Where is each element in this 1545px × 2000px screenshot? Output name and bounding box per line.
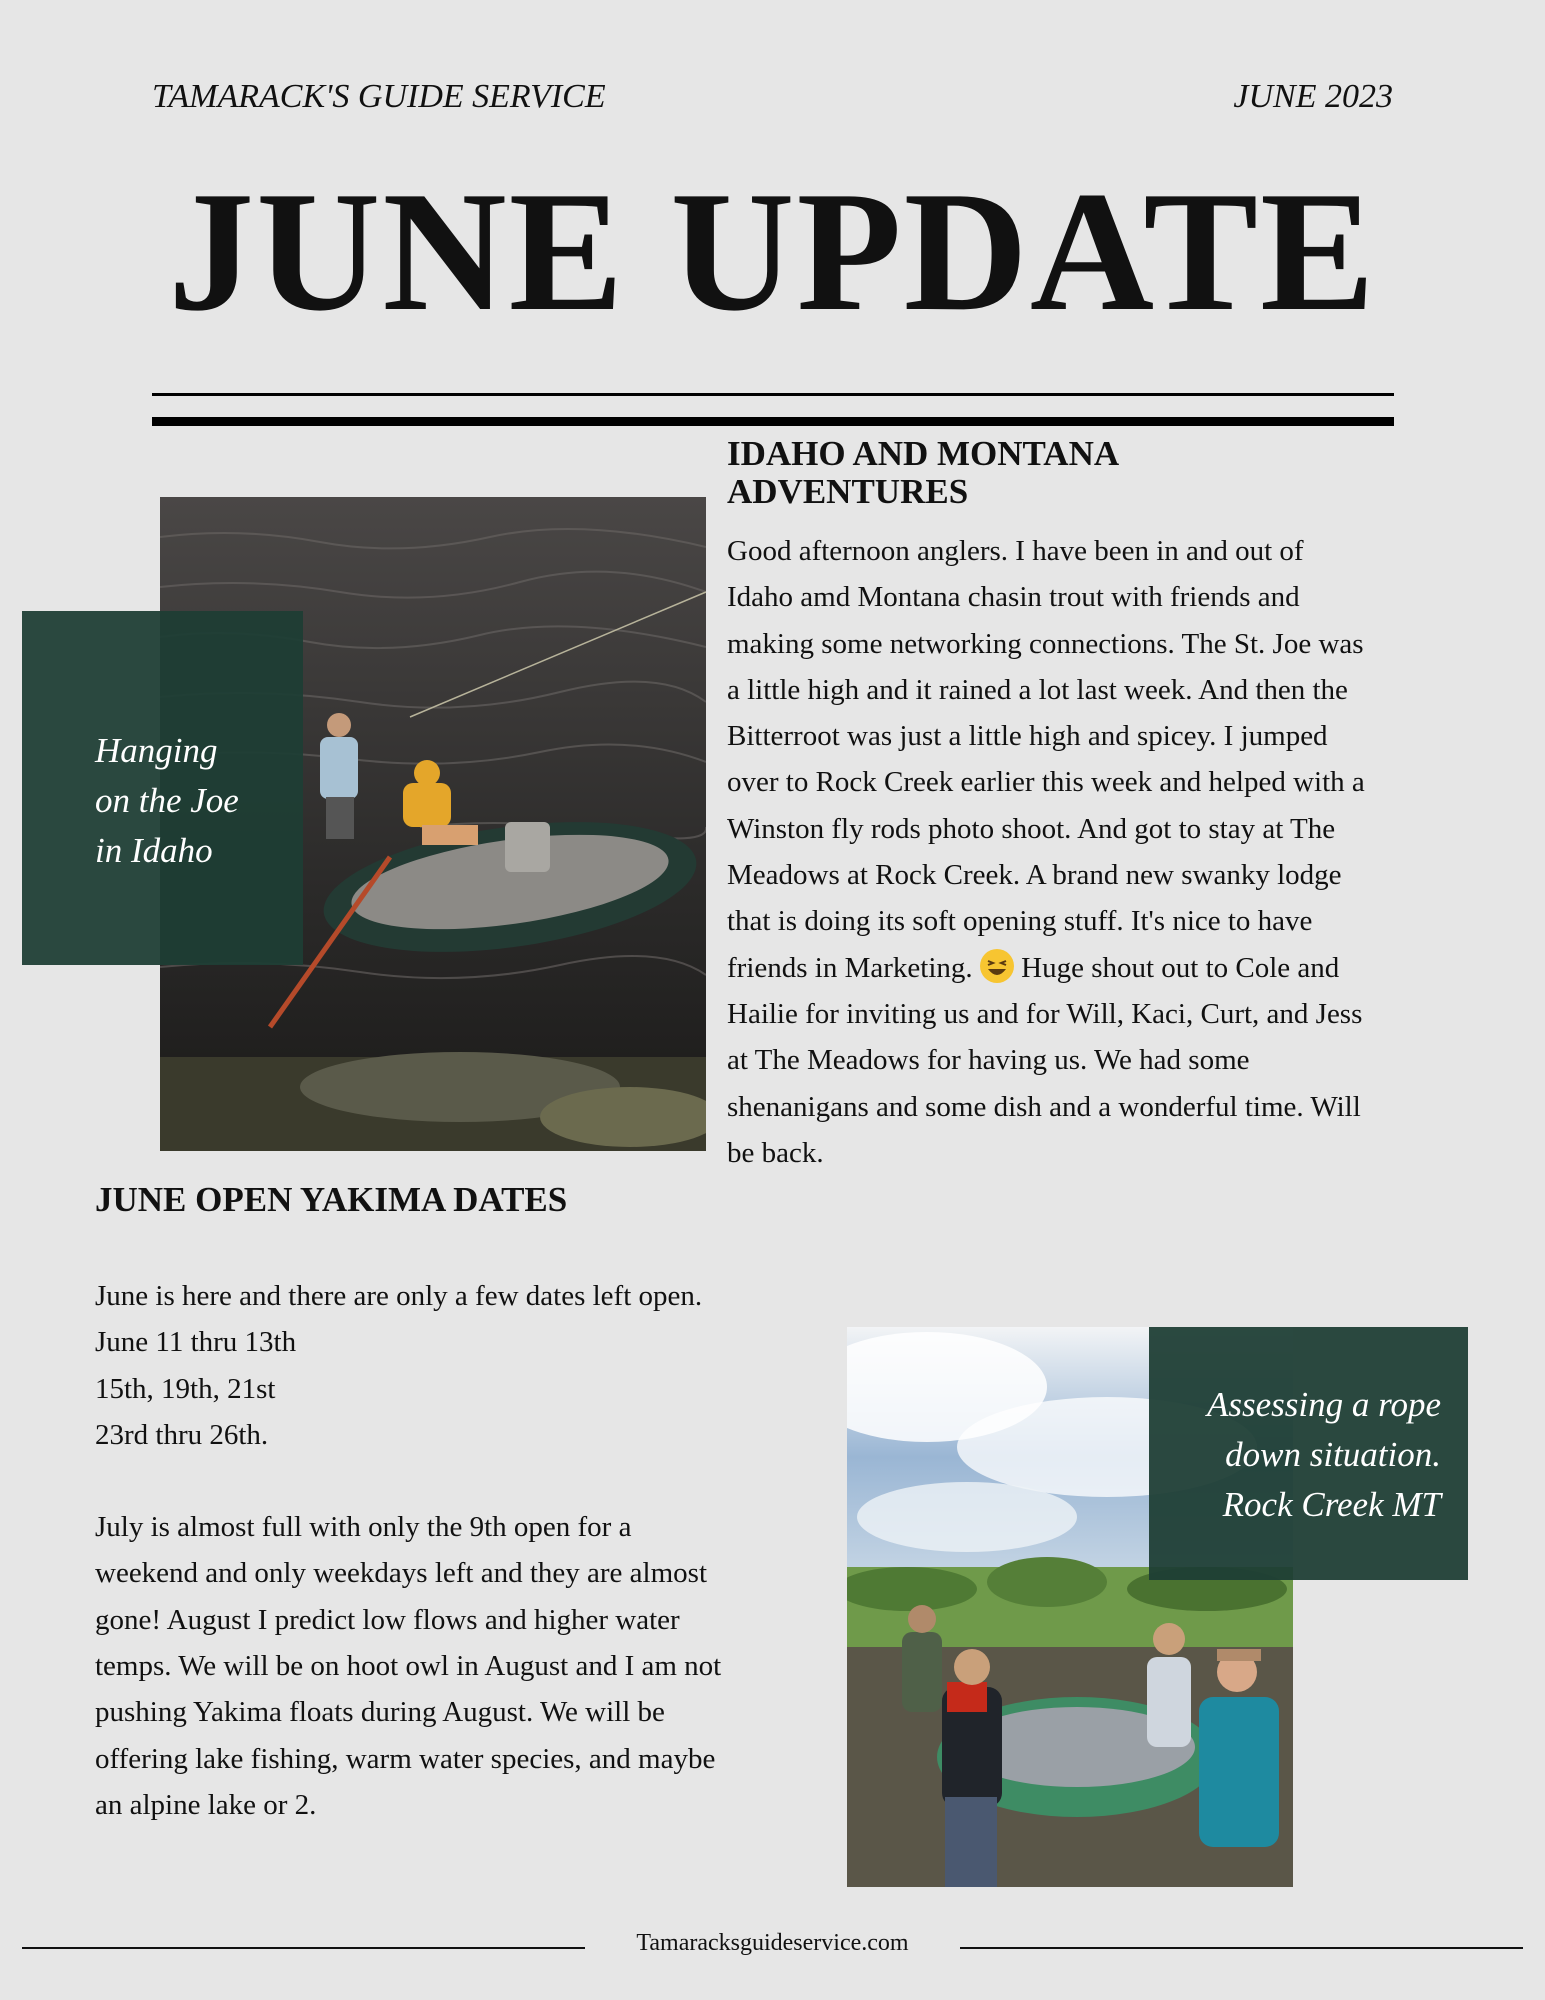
footer-rule-right	[960, 1947, 1523, 1949]
idaho-article-text-part1: Good afternoon anglers. I have been in and out of Idaho amd Montana chasin trout with friends and making some networking connections. The St. Joe was a little high and it rained a lot last week. And then the Bitterroot was just a little high and spicey. I jumped over to Rock Creek earlier this week and helped with a Winston fly rods photo shoot. And got to stay at The Meadows at Rock Creek. A brand new swanky lodge that is doing its soft opening stuff. It's nice to have friends in Marketing.	[727, 535, 1365, 984]
page-title: JUNE UPDATE	[168, 157, 1377, 347]
yakima-dates-heading: JUNE OPEN YAKIMA DATES	[95, 1180, 568, 1219]
rope-photo-caption-box	[1149, 1327, 1468, 1580]
footer-rule-left	[22, 1947, 585, 1949]
idaho-montana-heading: IDAHO AND MONTANA ADVENTURES	[727, 434, 1118, 511]
raft-photo-caption: Hanging on the Joe in Idaho	[95, 731, 239, 870]
footer-website: Tamaracksguideservice.com	[636, 1930, 909, 1956]
publisher-name: TAMARACK'S GUIDE SERVICE	[152, 78, 606, 115]
idaho-article-text-part2: Huge shout out to Cole and Hailie for inviting us and for Will, Kaci, Curt, and Jess at The Meadows for having us. We had some shenanigans and some dish and a wonderful time. Will be back.	[727, 951, 1363, 1169]
idaho-montana-article	[727, 528, 1367, 1176]
laughing-face-icon	[980, 949, 1014, 983]
rope-photo-caption: Assessing a rope down situation. Rock Creek MT	[1207, 1385, 1441, 1524]
july-august-outlook: July is almost full with only the 9th open for a weekend and only weekdays left and they are almost gone! August I predict low flows and higher water temps. We will be on hoot owl in August and I am not pushing Yakima floats during August. We will be offering lake fishing, warm water species, and maybe an alpine lake or 2.	[95, 1511, 722, 1821]
yakima-dates-article	[95, 1273, 735, 1828]
raft-photo-caption-box	[22, 611, 303, 965]
issue-date: JUNE 2023	[1233, 78, 1393, 115]
yakima-open-dates: June is here and there are only a few dates left open. June 11 thru 13th 15th, 19th, 21st 23rd thru 26th.	[95, 1280, 703, 1451]
header-rule-thick	[152, 417, 1394, 426]
header-rule-thin	[152, 393, 1394, 396]
